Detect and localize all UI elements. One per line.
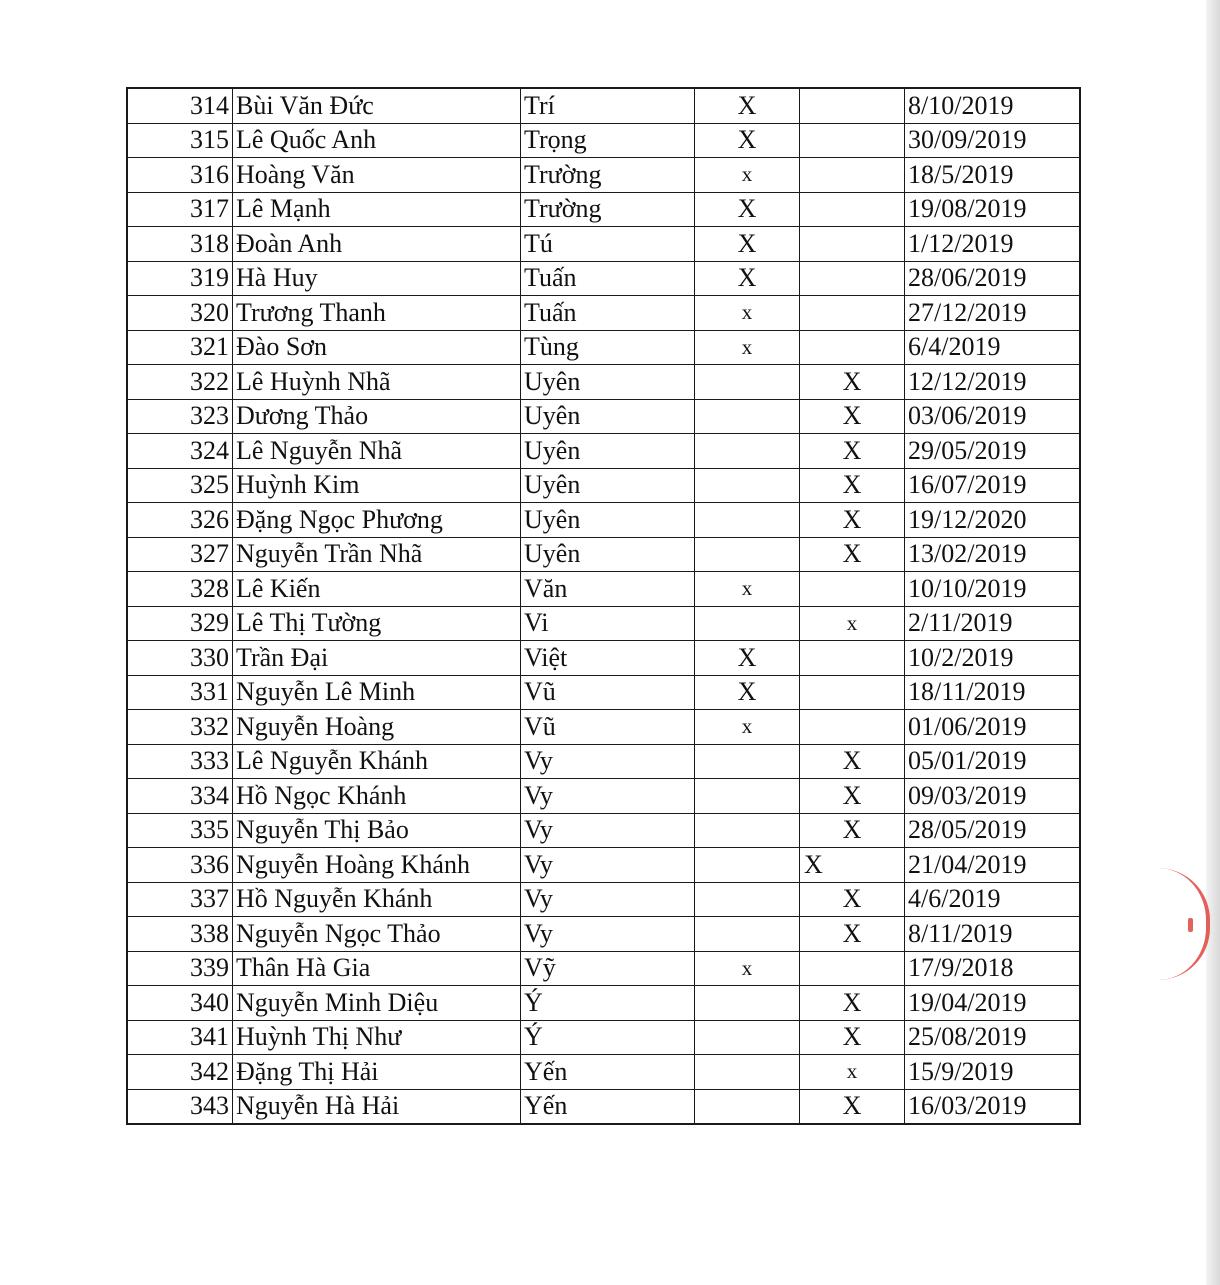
family-middle-name-cell: Bùi Văn Đức bbox=[233, 88, 521, 123]
male-mark-cell: x bbox=[695, 951, 800, 986]
family-middle-name-cell: Lê Huỳnh Nhã bbox=[233, 365, 521, 400]
table-row bbox=[127, 434, 1080, 469]
table-row bbox=[127, 261, 1080, 296]
table-row bbox=[127, 468, 1080, 503]
date-cell: 03/06/2019 bbox=[905, 399, 1081, 434]
page-edge-shadow bbox=[1206, 0, 1220, 1285]
date-cell: 29/05/2019 bbox=[905, 434, 1081, 469]
male-mark-cell: x bbox=[695, 296, 800, 331]
female-mark-cell bbox=[800, 641, 905, 676]
female-mark-cell: X bbox=[800, 986, 905, 1021]
male-mark-cell bbox=[695, 503, 800, 538]
date-cell: 18/11/2019 bbox=[905, 675, 1081, 710]
female-mark-cell: X bbox=[800, 1089, 905, 1124]
date-cell: 19/08/2019 bbox=[905, 192, 1081, 227]
female-mark-cell bbox=[800, 710, 905, 745]
date-cell: 15/9/2019 bbox=[905, 1055, 1081, 1090]
table-row bbox=[127, 1055, 1080, 1090]
date-cell: 28/05/2019 bbox=[905, 813, 1081, 848]
date-cell: 19/12/2020 bbox=[905, 503, 1081, 538]
given-name-cell: Uyên bbox=[521, 399, 695, 434]
given-name-cell: Yến bbox=[521, 1089, 695, 1124]
row-number-cell: 332 bbox=[127, 710, 233, 745]
family-middle-name-cell: Hà Huy bbox=[233, 261, 521, 296]
row-number-cell: 331 bbox=[127, 675, 233, 710]
female-mark-cell: X bbox=[800, 779, 905, 814]
date-cell: 10/10/2019 bbox=[905, 572, 1081, 607]
given-name-cell: Vỹ bbox=[521, 951, 695, 986]
table-row bbox=[127, 779, 1080, 814]
date-cell: 4/6/2019 bbox=[905, 882, 1081, 917]
family-middle-name-cell: Nguyễn Hoàng Khánh bbox=[233, 848, 521, 883]
female-mark-cell: x bbox=[800, 606, 905, 641]
table-row bbox=[127, 192, 1080, 227]
table-row bbox=[127, 1089, 1080, 1124]
table-row bbox=[127, 606, 1080, 641]
family-middle-name-cell: Nguyễn Lê Minh bbox=[233, 675, 521, 710]
row-number-cell: 336 bbox=[127, 848, 233, 883]
male-mark-cell bbox=[695, 882, 800, 917]
female-mark-cell: X bbox=[800, 848, 905, 883]
table-row bbox=[127, 330, 1080, 365]
row-number-cell: 339 bbox=[127, 951, 233, 986]
given-name-cell: Vi bbox=[521, 606, 695, 641]
female-mark-cell bbox=[800, 261, 905, 296]
given-name-cell: Uyên bbox=[521, 365, 695, 400]
male-mark-cell: x bbox=[695, 572, 800, 607]
female-mark-cell bbox=[800, 951, 905, 986]
date-cell: 19/04/2019 bbox=[905, 986, 1081, 1021]
given-name-cell: Uyên bbox=[521, 503, 695, 538]
date-cell: 18/5/2019 bbox=[905, 158, 1081, 193]
given-name-cell: Vy bbox=[521, 917, 695, 952]
table-row bbox=[127, 1020, 1080, 1055]
table-row bbox=[127, 710, 1080, 745]
date-cell: 05/01/2019 bbox=[905, 744, 1081, 779]
male-mark-cell bbox=[695, 537, 800, 572]
male-mark-cell bbox=[695, 779, 800, 814]
red-stamp-mark bbox=[1188, 918, 1193, 932]
female-mark-cell: X bbox=[800, 503, 905, 538]
given-name-cell: Vy bbox=[521, 813, 695, 848]
row-number-cell: 340 bbox=[127, 986, 233, 1021]
row-number-cell: 335 bbox=[127, 813, 233, 848]
row-number-cell: 330 bbox=[127, 641, 233, 676]
given-name-cell: Vũ bbox=[521, 710, 695, 745]
row-number-cell: 338 bbox=[127, 917, 233, 952]
given-name-cell: Tùng bbox=[521, 330, 695, 365]
table-row bbox=[127, 744, 1080, 779]
given-name-cell: Trường bbox=[521, 158, 695, 193]
table-row bbox=[127, 503, 1080, 538]
student-list-body bbox=[127, 88, 1080, 1124]
given-name-cell: Vy bbox=[521, 882, 695, 917]
row-number-cell: 325 bbox=[127, 468, 233, 503]
female-mark-cell bbox=[800, 330, 905, 365]
row-number-cell: 317 bbox=[127, 192, 233, 227]
male-mark-cell: X bbox=[695, 227, 800, 262]
given-name-cell: Trọng bbox=[521, 123, 695, 158]
family-middle-name-cell: Lê Quốc Anh bbox=[233, 123, 521, 158]
date-cell: 17/9/2018 bbox=[905, 951, 1081, 986]
table-row bbox=[127, 296, 1080, 331]
male-mark-cell bbox=[695, 1089, 800, 1124]
female-mark-cell: X bbox=[800, 365, 905, 400]
date-cell: 01/06/2019 bbox=[905, 710, 1081, 745]
date-cell: 13/02/2019 bbox=[905, 537, 1081, 572]
male-mark-cell bbox=[695, 744, 800, 779]
male-mark-cell bbox=[695, 434, 800, 469]
female-mark-cell bbox=[800, 227, 905, 262]
date-cell: 25/08/2019 bbox=[905, 1020, 1081, 1055]
table-row bbox=[127, 813, 1080, 848]
given-name-cell: Vũ bbox=[521, 675, 695, 710]
female-mark-cell bbox=[800, 296, 905, 331]
date-cell: 30/09/2019 bbox=[905, 123, 1081, 158]
family-middle-name-cell: Đặng Thị Hải bbox=[233, 1055, 521, 1090]
male-mark-cell: X bbox=[695, 123, 800, 158]
female-mark-cell: X bbox=[800, 399, 905, 434]
row-number-cell: 337 bbox=[127, 882, 233, 917]
table-row bbox=[127, 986, 1080, 1021]
female-mark-cell: X bbox=[800, 917, 905, 952]
given-name-cell: Uyên bbox=[521, 468, 695, 503]
row-number-cell: 321 bbox=[127, 330, 233, 365]
row-number-cell: 333 bbox=[127, 744, 233, 779]
date-cell: 16/07/2019 bbox=[905, 468, 1081, 503]
table-row bbox=[127, 882, 1080, 917]
male-mark-cell: X bbox=[695, 88, 800, 123]
student-list-table bbox=[126, 87, 1081, 1125]
family-middle-name-cell: Hồ Ngọc Khánh bbox=[233, 779, 521, 814]
family-middle-name-cell: Đoàn Anh bbox=[233, 227, 521, 262]
date-cell: 10/2/2019 bbox=[905, 641, 1081, 676]
date-cell: 1/12/2019 bbox=[905, 227, 1081, 262]
female-mark-cell: X bbox=[800, 537, 905, 572]
family-middle-name-cell: Dương Thảo bbox=[233, 399, 521, 434]
given-name-cell: Ý bbox=[521, 986, 695, 1021]
male-mark-cell bbox=[695, 848, 800, 883]
family-middle-name-cell: Nguyễn Hoàng bbox=[233, 710, 521, 745]
date-cell: 16/03/2019 bbox=[905, 1089, 1081, 1124]
male-mark-cell bbox=[695, 813, 800, 848]
table-row bbox=[127, 848, 1080, 883]
table-row bbox=[127, 917, 1080, 952]
row-number-cell: 318 bbox=[127, 227, 233, 262]
male-mark-cell bbox=[695, 1020, 800, 1055]
row-number-cell: 328 bbox=[127, 572, 233, 607]
male-mark-cell bbox=[695, 468, 800, 503]
male-mark-cell bbox=[695, 399, 800, 434]
family-middle-name-cell: Hồ Nguyễn Khánh bbox=[233, 882, 521, 917]
male-mark-cell: X bbox=[695, 261, 800, 296]
male-mark-cell bbox=[695, 365, 800, 400]
red-stamp-edge bbox=[1158, 868, 1210, 980]
table-row bbox=[127, 365, 1080, 400]
table-row bbox=[127, 123, 1080, 158]
given-name-cell: Tuấn bbox=[521, 261, 695, 296]
male-mark-cell: X bbox=[695, 641, 800, 676]
female-mark-cell: X bbox=[800, 468, 905, 503]
family-middle-name-cell: Lê Mạnh bbox=[233, 192, 521, 227]
female-mark-cell: X bbox=[800, 744, 905, 779]
row-number-cell: 324 bbox=[127, 434, 233, 469]
given-name-cell: Uyên bbox=[521, 537, 695, 572]
female-mark-cell bbox=[800, 123, 905, 158]
family-middle-name-cell: Lê Nguyễn Khánh bbox=[233, 744, 521, 779]
female-mark-cell bbox=[800, 192, 905, 227]
row-number-cell: 319 bbox=[127, 261, 233, 296]
family-middle-name-cell: Đặng Ngọc Phương bbox=[233, 503, 521, 538]
female-mark-cell: X bbox=[800, 1020, 905, 1055]
row-number-cell: 320 bbox=[127, 296, 233, 331]
given-name-cell: Tuấn bbox=[521, 296, 695, 331]
table-row bbox=[127, 572, 1080, 607]
female-mark-cell: X bbox=[800, 882, 905, 917]
given-name-cell: Trí bbox=[521, 88, 695, 123]
male-mark-cell: X bbox=[695, 192, 800, 227]
female-mark-cell: X bbox=[800, 434, 905, 469]
male-mark-cell bbox=[695, 1055, 800, 1090]
family-middle-name-cell: Nguyễn Hà Hải bbox=[233, 1089, 521, 1124]
female-mark-cell bbox=[800, 675, 905, 710]
given-name-cell: Vy bbox=[521, 744, 695, 779]
female-mark-cell bbox=[800, 158, 905, 193]
table-row bbox=[127, 227, 1080, 262]
family-middle-name-cell: Huỳnh Kim bbox=[233, 468, 521, 503]
table-row bbox=[127, 951, 1080, 986]
table-row bbox=[127, 641, 1080, 676]
date-cell: 8/10/2019 bbox=[905, 88, 1081, 123]
row-number-cell: 322 bbox=[127, 365, 233, 400]
female-mark-cell: X bbox=[800, 813, 905, 848]
date-cell: 6/4/2019 bbox=[905, 330, 1081, 365]
family-middle-name-cell: Lê Thị Tường bbox=[233, 606, 521, 641]
male-mark-cell: X bbox=[695, 675, 800, 710]
male-mark-cell bbox=[695, 917, 800, 952]
row-number-cell: 329 bbox=[127, 606, 233, 641]
female-mark-cell bbox=[800, 88, 905, 123]
female-mark-cell: x bbox=[800, 1055, 905, 1090]
row-number-cell: 341 bbox=[127, 1020, 233, 1055]
table-row bbox=[127, 675, 1080, 710]
family-middle-name-cell: Huỳnh Thị Như bbox=[233, 1020, 521, 1055]
date-cell: 8/11/2019 bbox=[905, 917, 1081, 952]
given-name-cell: Trường bbox=[521, 192, 695, 227]
table-row bbox=[127, 88, 1080, 123]
date-cell: 09/03/2019 bbox=[905, 779, 1081, 814]
date-cell: 12/12/2019 bbox=[905, 365, 1081, 400]
given-name-cell: Uyên bbox=[521, 434, 695, 469]
family-middle-name-cell: Nguyễn Trần Nhã bbox=[233, 537, 521, 572]
male-mark-cell: x bbox=[695, 330, 800, 365]
date-cell: 21/04/2019 bbox=[905, 848, 1081, 883]
given-name-cell: Vy bbox=[521, 848, 695, 883]
row-number-cell: 343 bbox=[127, 1089, 233, 1124]
given-name-cell: Yến bbox=[521, 1055, 695, 1090]
date-cell: 2/11/2019 bbox=[905, 606, 1081, 641]
family-middle-name-cell: Lê Kiến bbox=[233, 572, 521, 607]
family-middle-name-cell: Hoàng Văn bbox=[233, 158, 521, 193]
given-name-cell: Vy bbox=[521, 779, 695, 814]
family-middle-name-cell: Thân Hà Gia bbox=[233, 951, 521, 986]
table-row bbox=[127, 399, 1080, 434]
family-middle-name-cell: Trương Thanh bbox=[233, 296, 521, 331]
given-name-cell: Tú bbox=[521, 227, 695, 262]
given-name-cell: Việt bbox=[521, 641, 695, 676]
row-number-cell: 316 bbox=[127, 158, 233, 193]
given-name-cell: Ý bbox=[521, 1020, 695, 1055]
row-number-cell: 323 bbox=[127, 399, 233, 434]
family-middle-name-cell: Nguyễn Minh Diệu bbox=[233, 986, 521, 1021]
female-mark-cell bbox=[800, 572, 905, 607]
male-mark-cell bbox=[695, 606, 800, 641]
date-cell: 28/06/2019 bbox=[905, 261, 1081, 296]
family-middle-name-cell: Đào Sơn bbox=[233, 330, 521, 365]
male-mark-cell bbox=[695, 986, 800, 1021]
family-middle-name-cell: Nguyễn Thị Bảo bbox=[233, 813, 521, 848]
date-cell: 27/12/2019 bbox=[905, 296, 1081, 331]
table-row bbox=[127, 537, 1080, 572]
male-mark-cell: x bbox=[695, 158, 800, 193]
row-number-cell: 327 bbox=[127, 537, 233, 572]
row-number-cell: 334 bbox=[127, 779, 233, 814]
row-number-cell: 315 bbox=[127, 123, 233, 158]
male-mark-cell: x bbox=[695, 710, 800, 745]
family-middle-name-cell: Nguyễn Ngọc Thảo bbox=[233, 917, 521, 952]
row-number-cell: 326 bbox=[127, 503, 233, 538]
row-number-cell: 342 bbox=[127, 1055, 233, 1090]
table-row bbox=[127, 158, 1080, 193]
row-number-cell: 314 bbox=[127, 88, 233, 123]
given-name-cell: Văn bbox=[521, 572, 695, 607]
family-middle-name-cell: Lê Nguyễn Nhã bbox=[233, 434, 521, 469]
family-middle-name-cell: Trần Đại bbox=[233, 641, 521, 676]
